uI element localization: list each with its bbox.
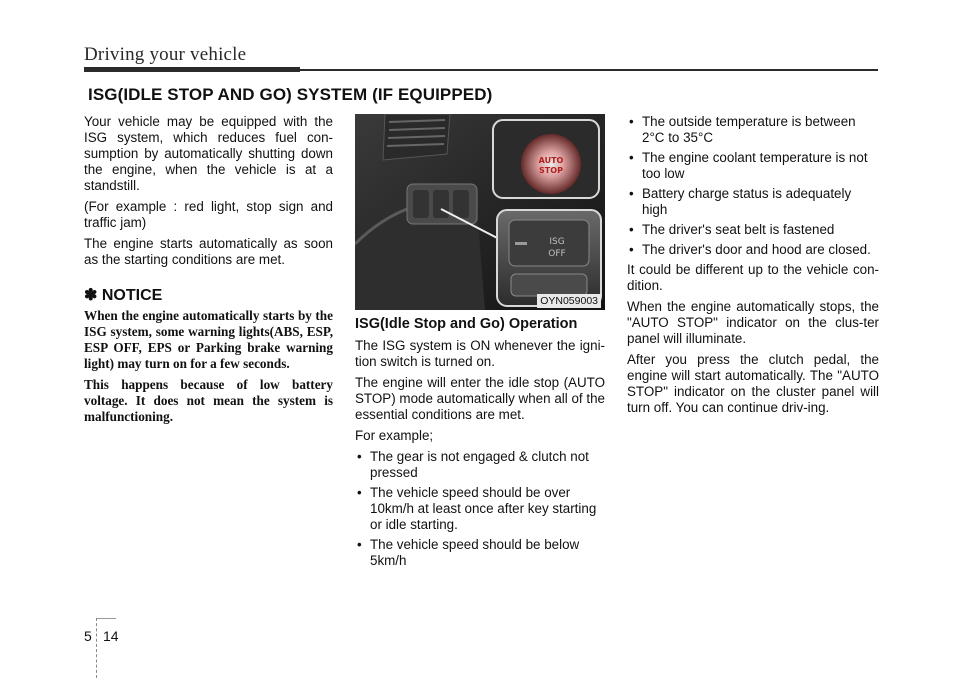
list-item: • Battery charge status is adequately high — [627, 186, 879, 218]
isg-off-button-line1: ISG — [549, 237, 565, 247]
example-paragraph: (For example : red light, stop sign and traffic jam) — [84, 199, 333, 230]
isg-switch-figure — [355, 114, 605, 310]
section-number: 5 — [84, 628, 92, 644]
footer-rule — [96, 618, 116, 619]
restart-clutch-paragraph: After you press the clutch pedal, the engine will start automatically. The "AUTO STOP" indicator on the cluster panel will turn off. You can continue driv-ing. — [627, 352, 879, 415]
notice-heading: ✽ NOTICE — [84, 287, 163, 304]
operation-paragraph-1: The ISG system is ON whenever the igni-tion switch is turned on. — [355, 338, 605, 369]
column-1 — [84, 114, 333, 430]
conditions-list-1 — [355, 449, 605, 569]
page-number: 14 — [103, 628, 119, 644]
column-2 — [355, 316, 605, 573]
condition-note-paragraph: It could be different up to the vehicle con-dition. — [627, 262, 879, 293]
operation-paragraph-2: The engine will enter the idle stop (AUTO STOP) mode automatically when all of the essential conditions are met. — [355, 375, 605, 422]
header-title: Driving your vehicle — [84, 44, 247, 65]
header-rule-thick — [84, 67, 300, 72]
auto-stop-indicator-line1: AUTO — [538, 156, 564, 165]
list-item: • The vehicle speed should be over 10km/h at least once after key starting or idle starting. — [355, 485, 605, 533]
column-3 — [627, 114, 879, 421]
auto-stop-paragraph: When the engine automatically stops, the "AUTO STOP" indicator on the clus-ter panel will illuminate. — [627, 299, 879, 346]
notice-text-2: This happens because of low battery voltage. It does not mean the system is malfunctioning. — [84, 377, 333, 424]
isg-off-button-line2: OFF — [548, 249, 566, 259]
footer-divider — [96, 618, 98, 678]
auto-stop-indicator-line2: STOP — [539, 166, 563, 175]
section-heading: ISG(IDLE STOP AND GO) SYSTEM (IF EQUIPPED) — [88, 85, 493, 104]
notice-text-1: When the engine automatically starts by the ISG system, some warning lights(ABS, ESP, ESP OFF, EPS or Parking brake warning light) may turn on for a few seconds. — [84, 308, 333, 371]
header-rule-thin — [300, 69, 878, 71]
list-item: • The driver's door and hood are closed. — [627, 242, 879, 258]
list-item: • The gear is not engaged & clutch not pressed — [355, 449, 605, 481]
figure-code: OYN059003 — [537, 294, 601, 308]
list-item: • The driver's seat belt is fastened — [627, 222, 879, 238]
dashboard-illustration — [355, 114, 605, 310]
list-item: • The engine coolant temperature is not too low — [627, 150, 879, 182]
conditions-list-2 — [627, 114, 879, 258]
restart-paragraph: The engine starts automatically as soon as the starting conditions are met. — [84, 236, 333, 267]
list-item: • The vehicle speed should be below 5km/h — [355, 537, 605, 569]
operation-paragraph-3: For example; — [355, 428, 434, 443]
list-item: • The outside temperature is between 2°C to 35°C — [627, 114, 879, 146]
intro-paragraph: Your vehicle may be equipped with the ISG system, which reduces fuel con-sumption by automatically shutting down the engine, when the vehicle is at a standstill. — [84, 114, 333, 193]
operation-heading: ISG(Idle Stop and Go) Operation — [355, 316, 578, 332]
